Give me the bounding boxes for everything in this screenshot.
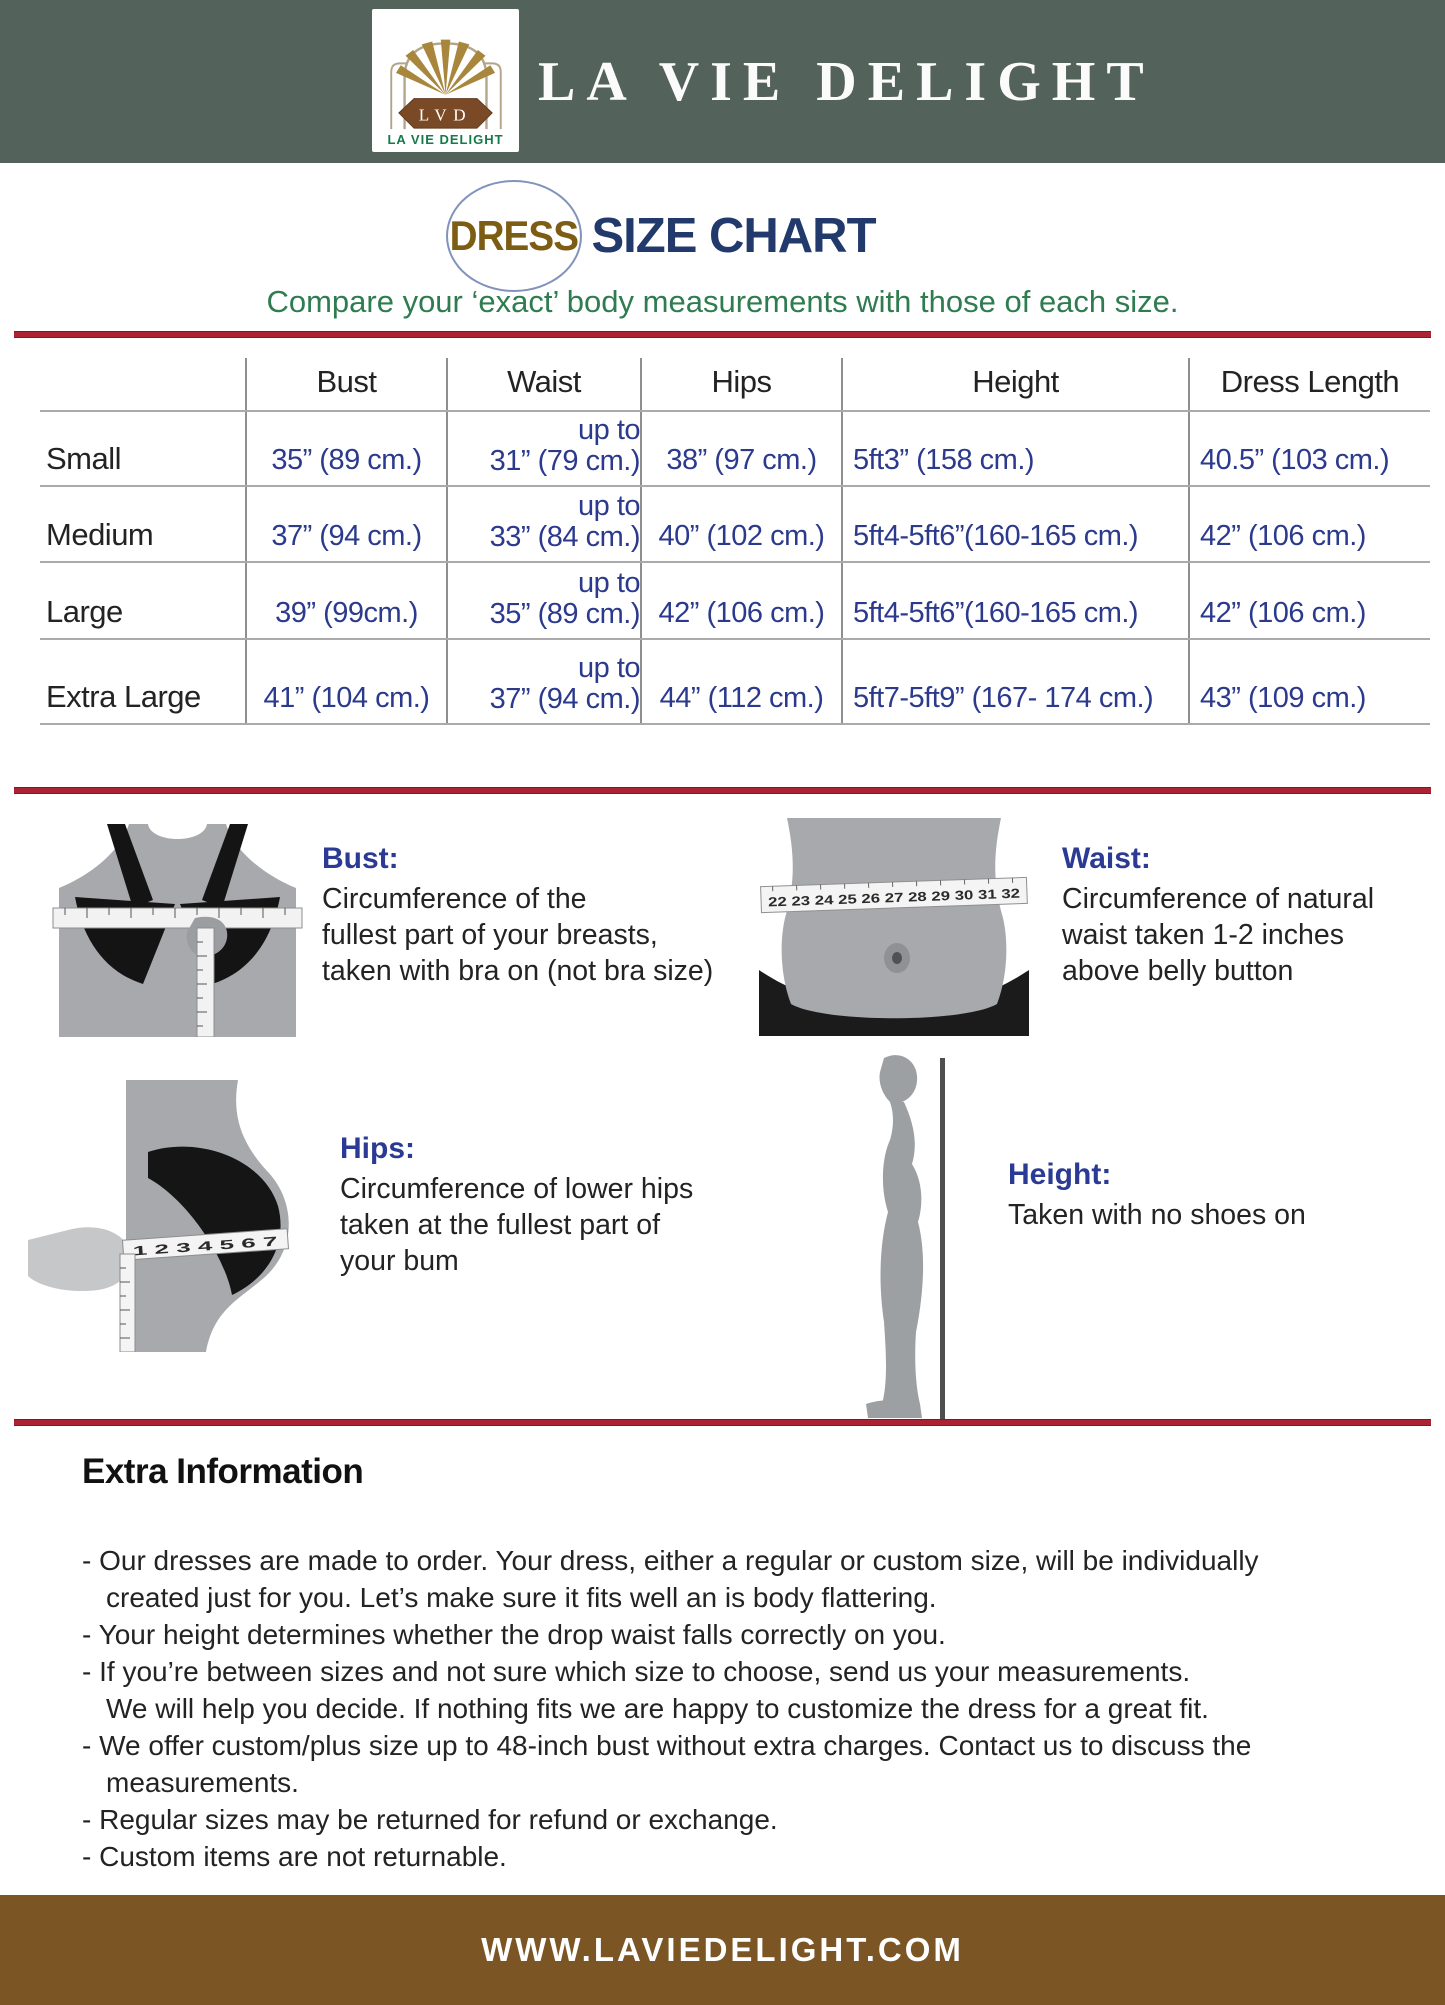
bust-line2: fullest part of your breasts, (322, 919, 658, 951)
extra-line: - Our dresses are made to order. Your dress, either a regular or custom size, will be individually (82, 1545, 1259, 1576)
extra-line: - Your height determines whether the drop waist falls correctly on you. (82, 1619, 946, 1650)
height-measurement-image (862, 1052, 967, 1427)
waist-prefix: up to (578, 490, 640, 522)
height-line1: Taken with no shoes on (1008, 1199, 1306, 1231)
extra-line: We will help you decide. If nothing fits we are happy to customize the dress for a great fit. (106, 1693, 1209, 1724)
hips-value: 40” (102 cm.) (640, 487, 841, 561)
dress-length-value: 40.5” (103 cm.) (1188, 412, 1430, 485)
bust-value: 37” (94 cm.) (245, 487, 446, 561)
divider-rule-middle (14, 787, 1431, 794)
hips-description (340, 1132, 693, 1279)
dress-length-value: 42” (106 cm.) (1188, 563, 1430, 638)
waist-description (1062, 842, 1374, 989)
corner-cell (40, 358, 245, 410)
height-value: 5ft7-5ft9” (167- 174 cm.) (841, 640, 1188, 723)
logo-arch-icon (376, 11, 516, 131)
dress-badge (446, 180, 582, 292)
waist-prefix: up to (578, 414, 640, 446)
bust-label: Bust: (322, 842, 399, 875)
hips-value: 38” (97 cm.) (640, 412, 841, 485)
hips-label: Hips: (340, 1132, 415, 1165)
waist-number: 37” (94 cm.) (489, 683, 640, 715)
dress-length-value: 42” (106 cm.) (1188, 487, 1430, 561)
footer-bar (0, 1895, 1445, 2005)
hips-measurement-image (28, 1080, 333, 1357)
extra-line: - Custom items are not returnable. (82, 1841, 507, 1872)
extra-line: created just for you. Let’s make sure it fits well an is body flattering. (106, 1582, 937, 1613)
height-value: 5ft4-5ft6”(160-165 cm.) (841, 563, 1188, 638)
table-row-small (40, 412, 1430, 487)
logo-monogram: LVD (418, 105, 472, 125)
table-row-extra-large (40, 640, 1430, 725)
table-row-medium (40, 487, 1430, 563)
waist-value (446, 412, 640, 485)
extra-line: - Regular sizes may be returned for refund or exchange. (82, 1804, 778, 1835)
waist-measurement-image (758, 818, 1030, 1041)
footer-url[interactable]: WWW.LAVIEDELIGHT.COM (481, 1931, 964, 1968)
bust-value: 41” (104 cm.) (245, 640, 446, 723)
hips-line2: taken at the fullest part of (340, 1209, 661, 1241)
waist-prefix: up to (578, 567, 640, 599)
size-chart-title: SIZE CHART (591, 209, 876, 263)
bust-description (322, 842, 713, 989)
bust-line1: Circumference of the (322, 883, 587, 915)
page-title (0, 180, 1383, 292)
column-header-dress-length: Dress Length (1188, 358, 1430, 410)
waist-number: 33” (84 cm.) (489, 521, 640, 553)
table-row-large (40, 563, 1430, 640)
bust-measurement-image (45, 822, 310, 1042)
size-label: Extra Large (46, 679, 201, 714)
table-header-row (40, 358, 1430, 412)
column-header-hips: Hips (640, 358, 841, 410)
extra-information-list (82, 1542, 1422, 1875)
logo-rays-icon (396, 40, 495, 95)
waist-label: Waist: (1062, 842, 1151, 875)
extra-line: - If you’re between sizes and not sure which size to choose, send us your measurements. (82, 1656, 1191, 1687)
bust-value: 35” (89 cm.) (245, 412, 446, 485)
subtitle: Compare your ‘exact’ body measurements with those of each size. (266, 284, 1179, 319)
hips-tape-numbers: 1 2 3 4 5 6 7 (132, 1238, 206, 1259)
height-value: 5ft4-5ft6”(160-165 cm.) (841, 487, 1188, 561)
waist-value (446, 640, 640, 723)
column-header-bust: Bust (245, 358, 446, 410)
bust-value: 39” (99cm.) (245, 563, 446, 638)
size-label: Small (46, 441, 122, 476)
hips-value: 42” (106 cm.) (640, 563, 841, 638)
size-label: Medium (46, 517, 154, 552)
extra-line: measurements. (106, 1767, 299, 1798)
column-header-height: Height (841, 358, 1188, 410)
height-label: Height: (1008, 1158, 1112, 1191)
waist-prefix: up to (578, 652, 640, 684)
dress-length-value: 43” (109 cm.) (1188, 640, 1430, 723)
size-chart-table (40, 358, 1430, 725)
height-description (1008, 1158, 1306, 1233)
brand-logo (372, 9, 519, 152)
waist-value (446, 563, 640, 638)
waist-line3: above belly button (1062, 955, 1294, 987)
bust-line3: taken with bra on (not bra size) (322, 955, 714, 987)
hips-value: 44” (112 cm.) (640, 640, 841, 723)
waist-value (446, 487, 640, 561)
waist-number: 31” (79 cm.) (489, 445, 640, 477)
divider-rule-top (14, 331, 1431, 338)
brand-title: LA VIE DELIGHT (538, 50, 1155, 113)
column-header-waist: Waist (446, 358, 640, 410)
extra-line: - We offer custom/plus size up to 48-inch bust without extra charges. Contact us to discuss the (82, 1730, 1252, 1761)
height-value: 5ft3” (158 cm.) (841, 412, 1188, 485)
size-label: Large (46, 594, 123, 629)
waist-tape-numbers: 22 23 24 25 26 27 28 29 30 31 32 (767, 887, 964, 910)
waist-line2: waist taken 1-2 inches (1062, 919, 1344, 951)
dress-badge-label: DRESS (449, 212, 578, 259)
hips-line3: your bum (340, 1245, 459, 1277)
extra-information-heading: Extra Information (82, 1452, 364, 1491)
waist-line1: Circumference of natural (1062, 883, 1375, 915)
logo-brand-text: LA VIE DELIGHT (387, 132, 504, 147)
header-bar (0, 0, 1445, 163)
waist-number: 35” (89 cm.) (489, 598, 640, 630)
hips-line1: Circumference of lower hips (340, 1173, 694, 1205)
divider-rule-bottom (14, 1419, 1431, 1426)
